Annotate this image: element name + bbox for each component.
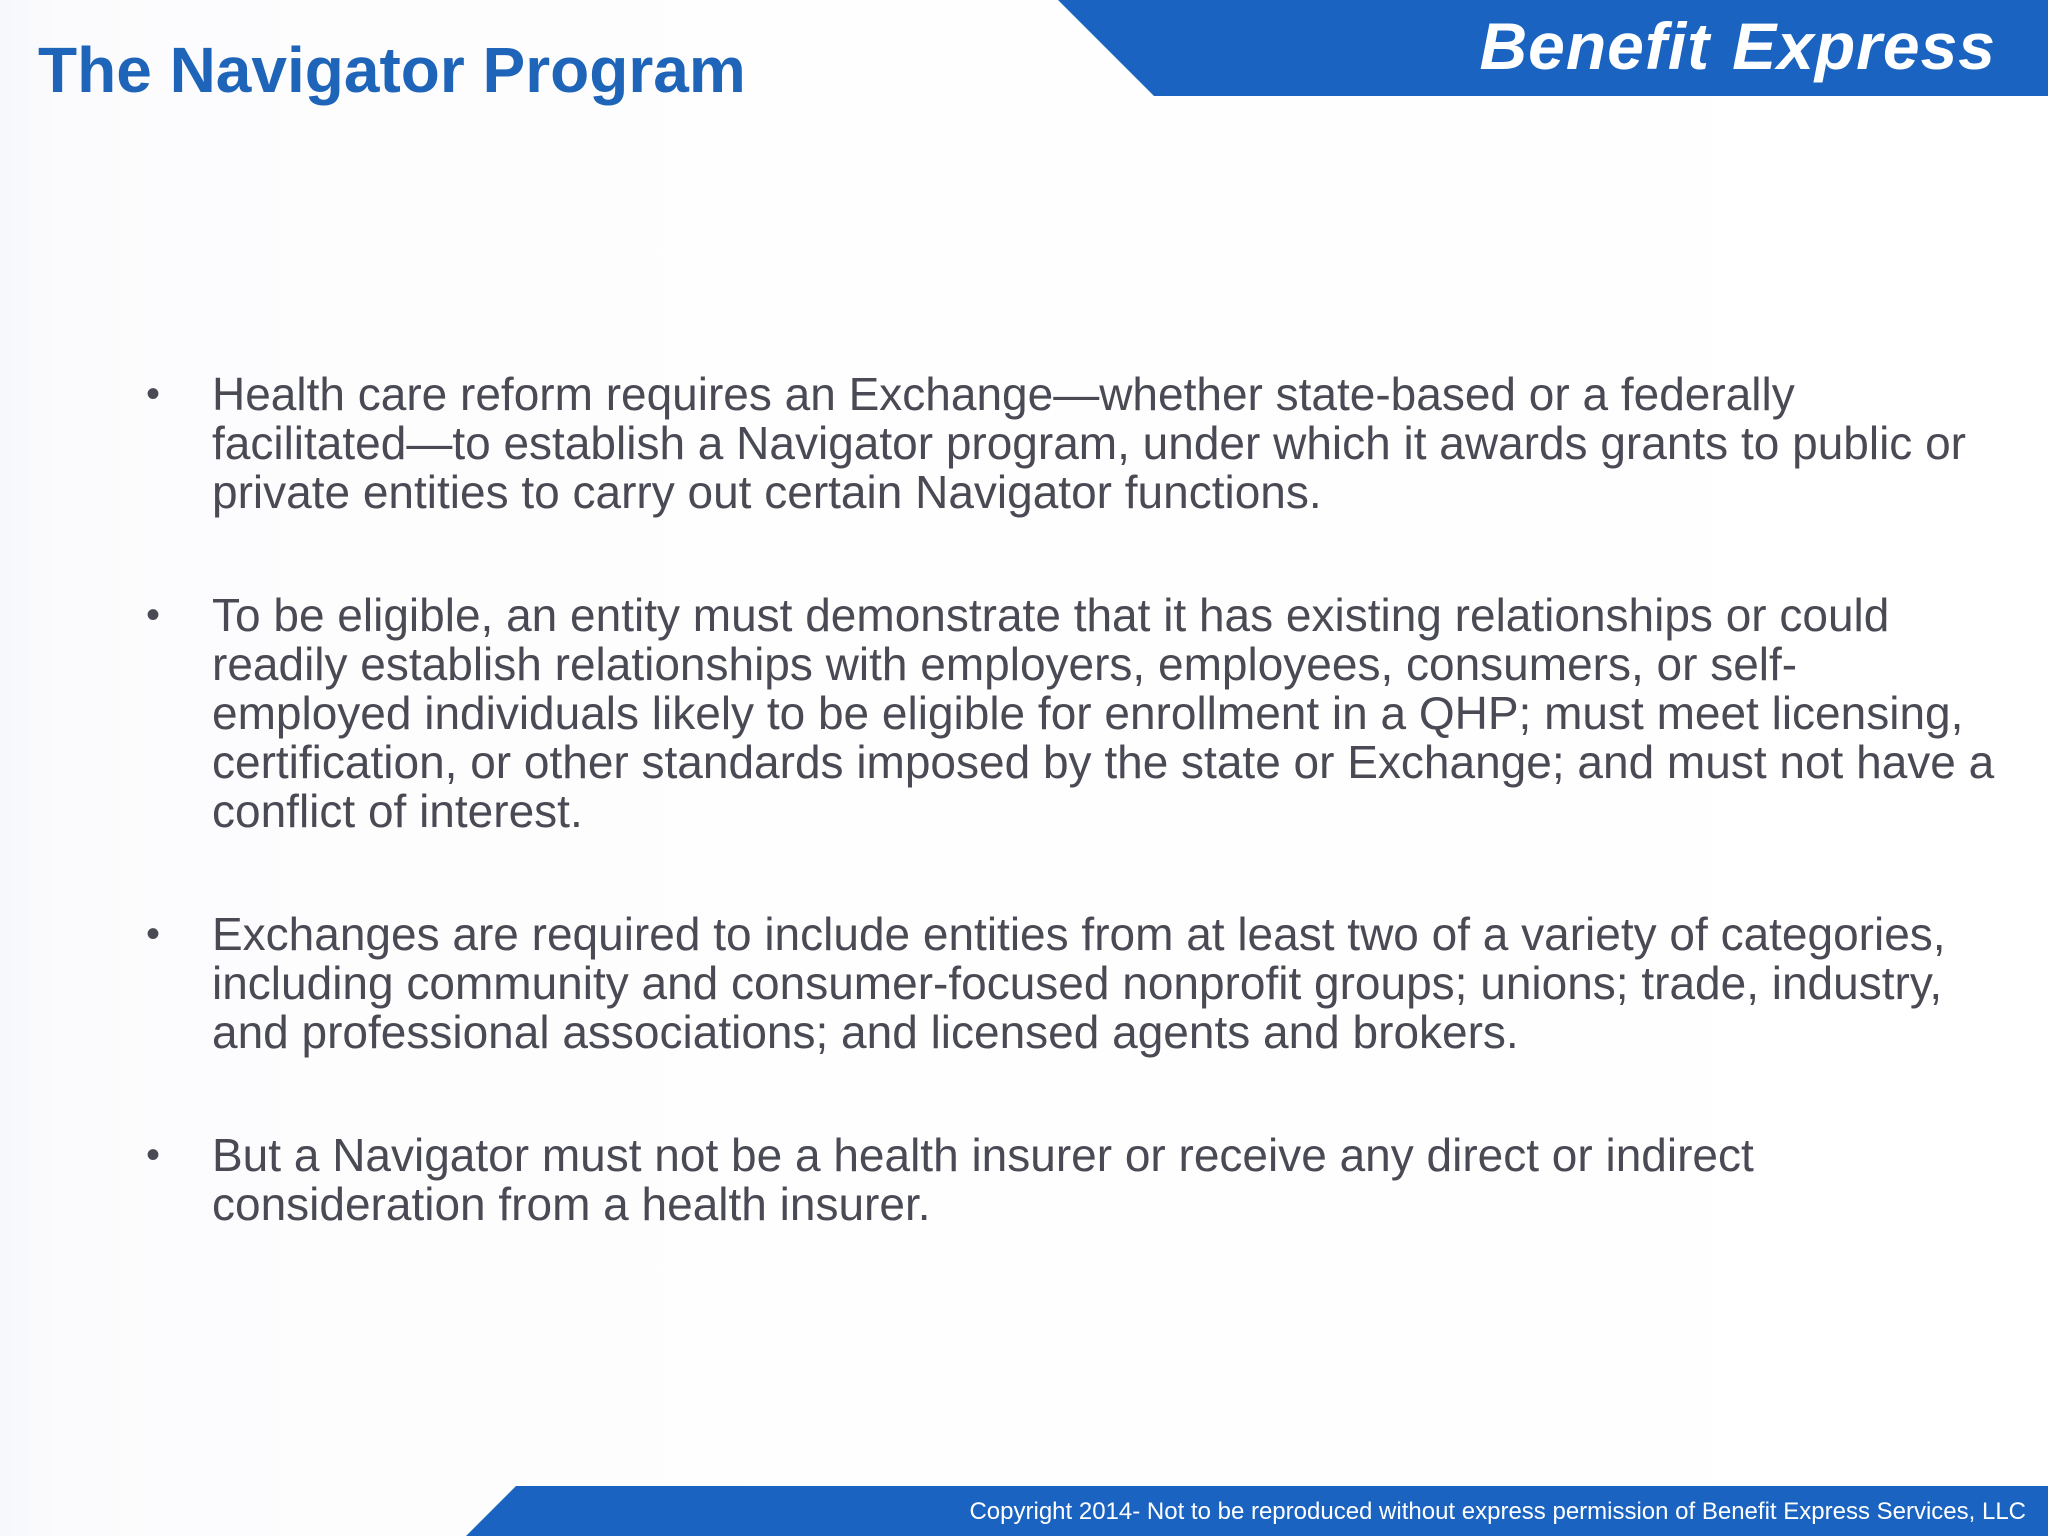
bullet-point-icon: • bbox=[146, 912, 161, 956]
bullet-point-icon: • bbox=[146, 1133, 161, 1177]
bullet-text-1: Health care reform requires an Exchange—whether state-based or a federally facilitated—to establish a Navigator program, under which it awards grants to public or private entities to carry out certain Navigator functions. bbox=[212, 368, 1966, 518]
logo-word-express: Express bbox=[1732, 9, 1996, 83]
bullet-text-2: To be eligible, an entity must demonstrate that it has existing relationships or could readily establish relationships with employers, employees, consumers, or self-employed individuals likely to be eligible for enrollment in a QHP; must meet licensing, certification, or other standards imposed by the state or Exchange; and must not have a conflict of interest. bbox=[212, 589, 1995, 837]
bullet-text-3: Exchanges are required to include entities from at least two of a variety of categories, including community and consumer-focused nonprofit groups; unions; trade, industry, and professional associations; and licensed agents and brokers. bbox=[212, 908, 1946, 1058]
bullet-text-4: But a Navigator must not be a health insurer or receive any direct or indirect consideration from a health insurer. bbox=[212, 1129, 1754, 1230]
bullet-point-icon: • bbox=[146, 593, 161, 637]
bullet-item-3 bbox=[146, 910, 1996, 1057]
benefit-express-logo bbox=[1479, 4, 1996, 88]
bullet-item-2 bbox=[146, 591, 1996, 836]
logo-word-benefit: Benefit bbox=[1479, 9, 1711, 83]
slide-title: The Navigator Program bbox=[38, 34, 746, 106]
bullet-item-4 bbox=[146, 1131, 1996, 1229]
bullet-list bbox=[146, 370, 1996, 1229]
bullet-point-icon: • bbox=[146, 372, 161, 416]
copyright-notice: Copyright 2014- Not to be reproduced without express permission of Benefit Express Services, LLC bbox=[969, 1498, 2026, 1525]
bullet-item-1 bbox=[146, 370, 1996, 517]
